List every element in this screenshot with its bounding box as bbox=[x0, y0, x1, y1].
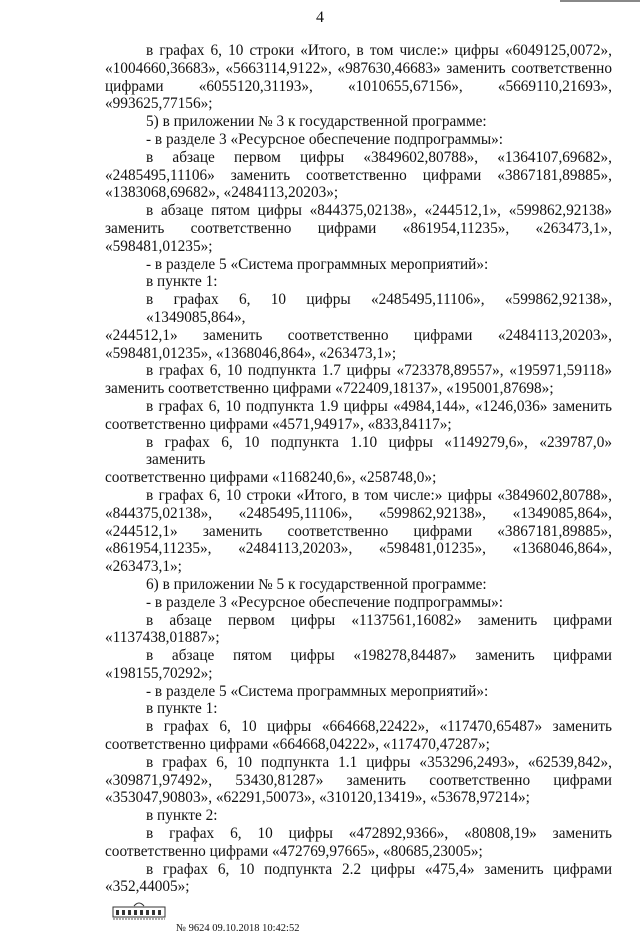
paragraph bbox=[105, 718, 612, 754]
text-line: в графах 6, 10 строки «Итого, в том числе:» цифры «6049125,0072», bbox=[146, 42, 612, 59]
text-line: «1004660,36683», «5663114,9122», «987630,46683» заменить соответственно bbox=[105, 59, 612, 77]
text-line: «263473,1»; bbox=[105, 558, 182, 576]
document-body bbox=[105, 42, 612, 896]
text-line: в пункте 1: bbox=[146, 273, 218, 291]
page-number: 4 bbox=[316, 9, 324, 26]
paragraph bbox=[105, 807, 612, 825]
paragraph bbox=[105, 398, 612, 434]
text-line: в графах 6, 10 подпункта 1.10 цифры «1149279,6», «239787,0» заменить bbox=[146, 433, 612, 469]
scan-artifact bbox=[560, 0, 640, 2]
paragraph bbox=[105, 576, 612, 594]
paragraph bbox=[105, 647, 612, 683]
text-line: «2485495,11106» заменить соответственно цифрами «3867181,89885», bbox=[105, 166, 612, 184]
text-line: - в разделе 5 «Система программных мероприятий»: bbox=[146, 682, 489, 700]
text-line: в абзаце пятом цифры «844375,02138», «244512,1», «599862,92138» bbox=[146, 202, 612, 220]
text-line: в графах 6, 10 подпункта 1.1 цифры «353296,2493», «62539,842», bbox=[146, 753, 612, 771]
text-line: «1383068,69682», «2484113,20203»; bbox=[105, 184, 339, 202]
text-line: «1137438,01887»; bbox=[105, 629, 220, 647]
page-content bbox=[105, 42, 612, 940]
paragraph bbox=[105, 612, 612, 648]
text-line: цифрами «6055120,31193», «1010655,67156», «5669110,21693», bbox=[105, 77, 612, 95]
text-line: соответственно цифрами «664668,04222», «117470,47287»; bbox=[105, 736, 490, 754]
paragraph bbox=[105, 754, 612, 807]
paragraph bbox=[105, 700, 612, 718]
text-line: в графах 6, 10 строки «Итого, в том числе:» цифры «3849602,80788», bbox=[146, 486, 612, 504]
text-line: «244512,1» заменить соответственно цифрами «3867181,89885», bbox=[105, 522, 612, 540]
building-logo-icon bbox=[112, 900, 166, 922]
paragraph bbox=[105, 683, 612, 701]
text-line: соответственно цифрами «4571,94917», «833,84117»; bbox=[105, 415, 452, 433]
paragraph bbox=[105, 42, 612, 113]
text-line: в пункте 1: bbox=[146, 700, 218, 718]
text-line: 5) в приложении № 3 к государственной программе: bbox=[146, 113, 487, 131]
paragraph bbox=[105, 113, 612, 131]
text-line: заменить соответственно цифрами «861954,11235», «263473,1», bbox=[105, 219, 612, 237]
text-line: - в разделе 5 «Система программных мероприятий»: bbox=[146, 255, 489, 273]
page-footer bbox=[105, 900, 612, 940]
text-line: «353047,90803», «62291,50073», «310120,13419», «53678,97214»; bbox=[105, 789, 530, 807]
paragraph bbox=[105, 256, 612, 274]
text-line: «861954,11235», «2484113,20203», «598481,01235», «1368046,864», bbox=[105, 540, 612, 558]
paragraph bbox=[105, 362, 612, 398]
text-line: в абзаце первом цифры «3849602,80788», «1364107,69682», bbox=[146, 148, 612, 166]
text-line: в графах 6, 10 цифры «664668,22422», «117470,65487» заменить bbox=[146, 718, 612, 736]
text-line: в абзаце первом цифры «1137561,16082» заменить цифрами bbox=[146, 611, 612, 629]
text-line: «993625,77156»; bbox=[105, 95, 213, 113]
text-line: заменить соответственно цифрами «722409,18137», «195001,87698»; bbox=[105, 380, 554, 398]
text-line: в графах 6, 10 цифры «472892,9366», «80808,19» заменить bbox=[146, 825, 612, 843]
text-line: «352,44005»; bbox=[105, 878, 190, 896]
text-line: «244512,1» заменить соответственно цифрами «2484113,20203», bbox=[105, 326, 612, 344]
text-line: в пункте 2: bbox=[146, 807, 218, 825]
text-line: - в разделе 3 «Ресурсное обеспечение подпрограммы»: bbox=[146, 593, 504, 611]
paragraph bbox=[105, 149, 612, 202]
paragraph bbox=[105, 825, 612, 861]
text-line: в графах 6, 10 подпункта 1.7 цифры «723378,89557», «195971,59118» bbox=[146, 362, 612, 380]
text-line: «598481,01235», «1368046,864», «263473,1»; bbox=[105, 344, 397, 362]
paragraph bbox=[105, 434, 612, 487]
text-line: «844375,02138», «2485495,11106», «599862,92138», «1349085,864», bbox=[105, 504, 612, 522]
text-line: «198155,70292»; bbox=[105, 664, 213, 682]
text-line: в абзаце пятом цифры «198278,84487» заменить цифрами bbox=[146, 647, 612, 665]
paragraph bbox=[105, 131, 612, 149]
paragraph bbox=[105, 202, 612, 255]
text-line: соответственно цифрами «1168240,6», «258748,0»; bbox=[105, 469, 437, 487]
registration-stamp: № 9624 09.10.2018 10:42:52 bbox=[176, 923, 300, 935]
text-line: в графах 6, 10 цифры «2485495,11106», «599862,92138», «1349085,864», bbox=[146, 291, 612, 326]
paragraph bbox=[105, 273, 612, 291]
text-line: 6) в приложении № 5 к государственной программе: bbox=[146, 575, 487, 593]
text-line: в графах 6, 10 подпункта 1.9 цифры «4984,144», «1246,036» заменить bbox=[146, 397, 612, 415]
paragraph bbox=[105, 487, 612, 576]
text-line: «309871,97492», 53430,81287» заменить соответственно цифрами bbox=[105, 771, 612, 789]
text-line: «598481,01235»; bbox=[105, 237, 213, 255]
text-line: в графах 6, 10 подпункта 2.2 цифры «475,4» заменить цифрами bbox=[146, 860, 612, 878]
text-line: - в разделе 3 «Ресурсное обеспечение подпрограммы»: bbox=[146, 130, 504, 148]
paragraph bbox=[105, 594, 612, 612]
paragraph bbox=[105, 291, 612, 362]
text-line: соответственно цифрами «472769,97665», «80685,23005»; bbox=[105, 842, 483, 860]
paragraph bbox=[105, 861, 612, 897]
